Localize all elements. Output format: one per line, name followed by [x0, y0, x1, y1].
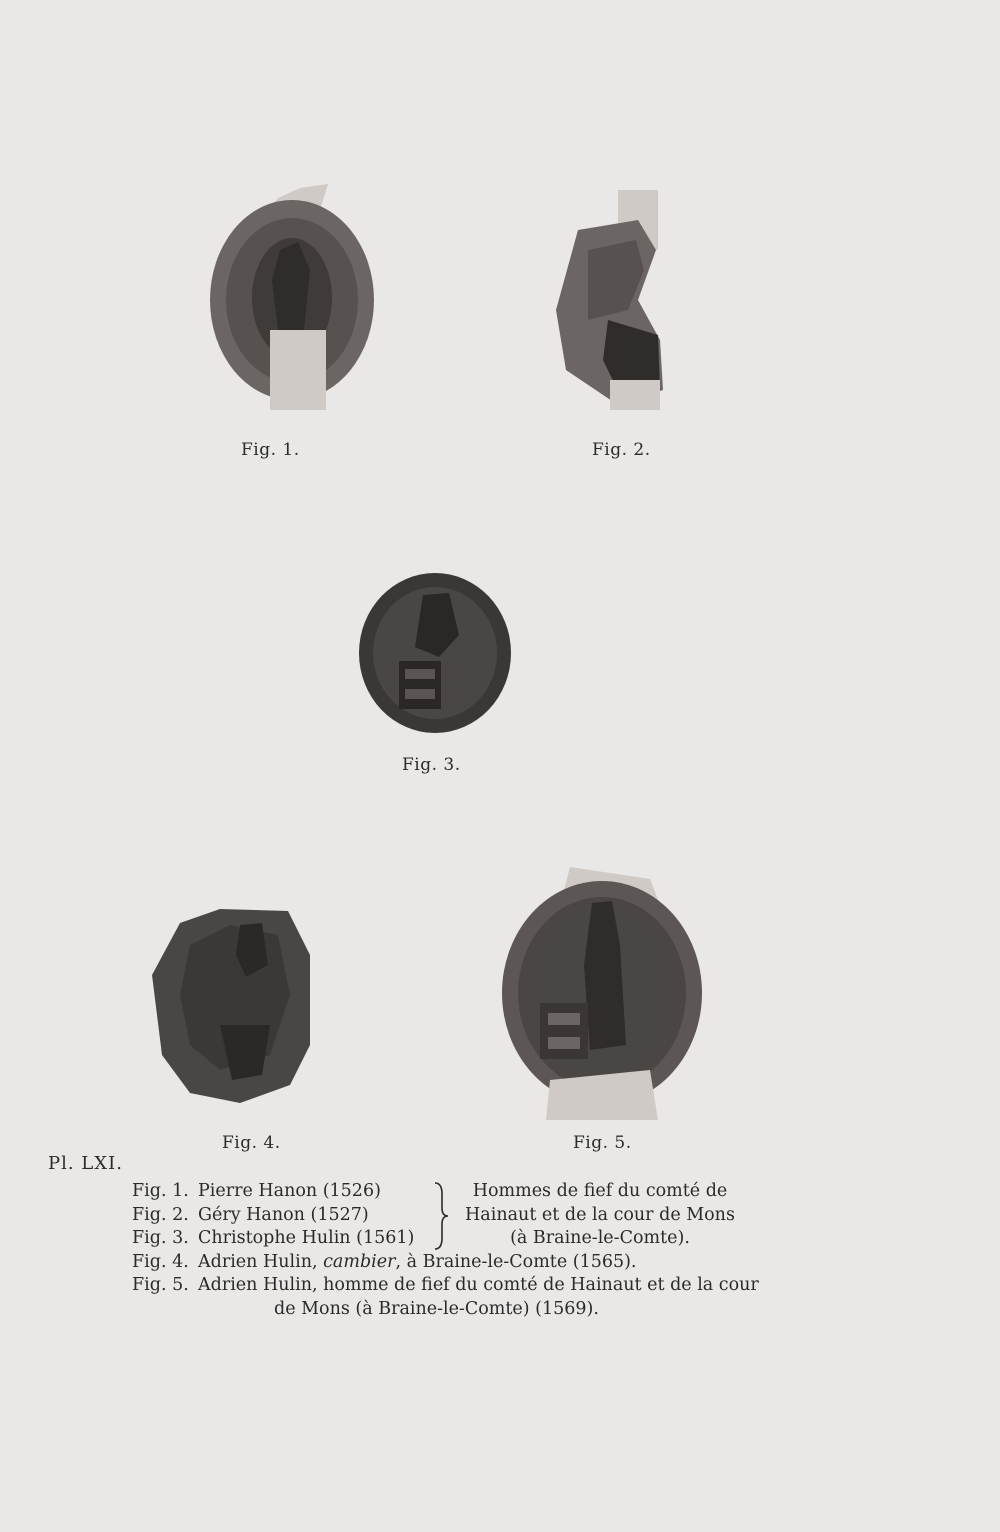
- caption-row-5: [132, 1274, 832, 1298]
- caption-row-4: [132, 1251, 832, 1275]
- seal-figure-5: [500, 865, 705, 1125]
- caption-text-italic: cambier: [323, 1251, 396, 1272]
- group-note-line-3: (à Braine-le-Comte).: [510, 1228, 690, 1248]
- caption-text-post: , à Braine-le-Comte (1565).: [395, 1251, 637, 1272]
- caption-text: Christophe Hulin (1561): [198, 1228, 415, 1248]
- figure-label-3: Fig. 3.: [402, 755, 461, 775]
- caption-row-5-continued: [132, 1298, 832, 1322]
- figure-label-4: Fig. 4.: [222, 1133, 281, 1153]
- caption-text: de Mons (à Braine-le-Comte) (1569).: [274, 1298, 599, 1319]
- caption-number: Fig. 4.: [132, 1251, 189, 1272]
- seal-figure-3: [355, 565, 515, 735]
- group-note-line-1: Hommes de fief du comté de: [472, 1181, 728, 1201]
- seal-figure-1: [200, 180, 380, 420]
- caption-text-pre: Adrien Hulin,: [198, 1251, 324, 1272]
- group-note-line-2: Hainaut et de la cour de Mons: [465, 1204, 735, 1225]
- caption-text: Pierre Hanon (1526): [198, 1181, 381, 1201]
- figure-label-2: Fig. 2.: [592, 440, 651, 460]
- caption-number: Fig. 2.: [132, 1204, 189, 1225]
- caption-number: Fig. 1.: [132, 1181, 189, 1201]
- seal-figure-2: [548, 190, 673, 415]
- seal-figure-4: [150, 905, 315, 1105]
- caption-number: Fig. 3.: [132, 1228, 189, 1248]
- plate-title: Pl. LXI.: [48, 1153, 123, 1174]
- caption-text: Adrien Hulin, homme de fief du comté de Hainaut et de la cour: [198, 1275, 759, 1295]
- figure-label-5: Fig. 5.: [573, 1133, 632, 1153]
- caption-number: Fig. 5.: [132, 1275, 189, 1295]
- figure-label-1: Fig. 1.: [241, 440, 300, 460]
- caption-text: Géry Hanon (1527): [198, 1204, 369, 1225]
- group-note: [455, 1180, 745, 1251]
- brace-icon: [432, 1180, 450, 1252]
